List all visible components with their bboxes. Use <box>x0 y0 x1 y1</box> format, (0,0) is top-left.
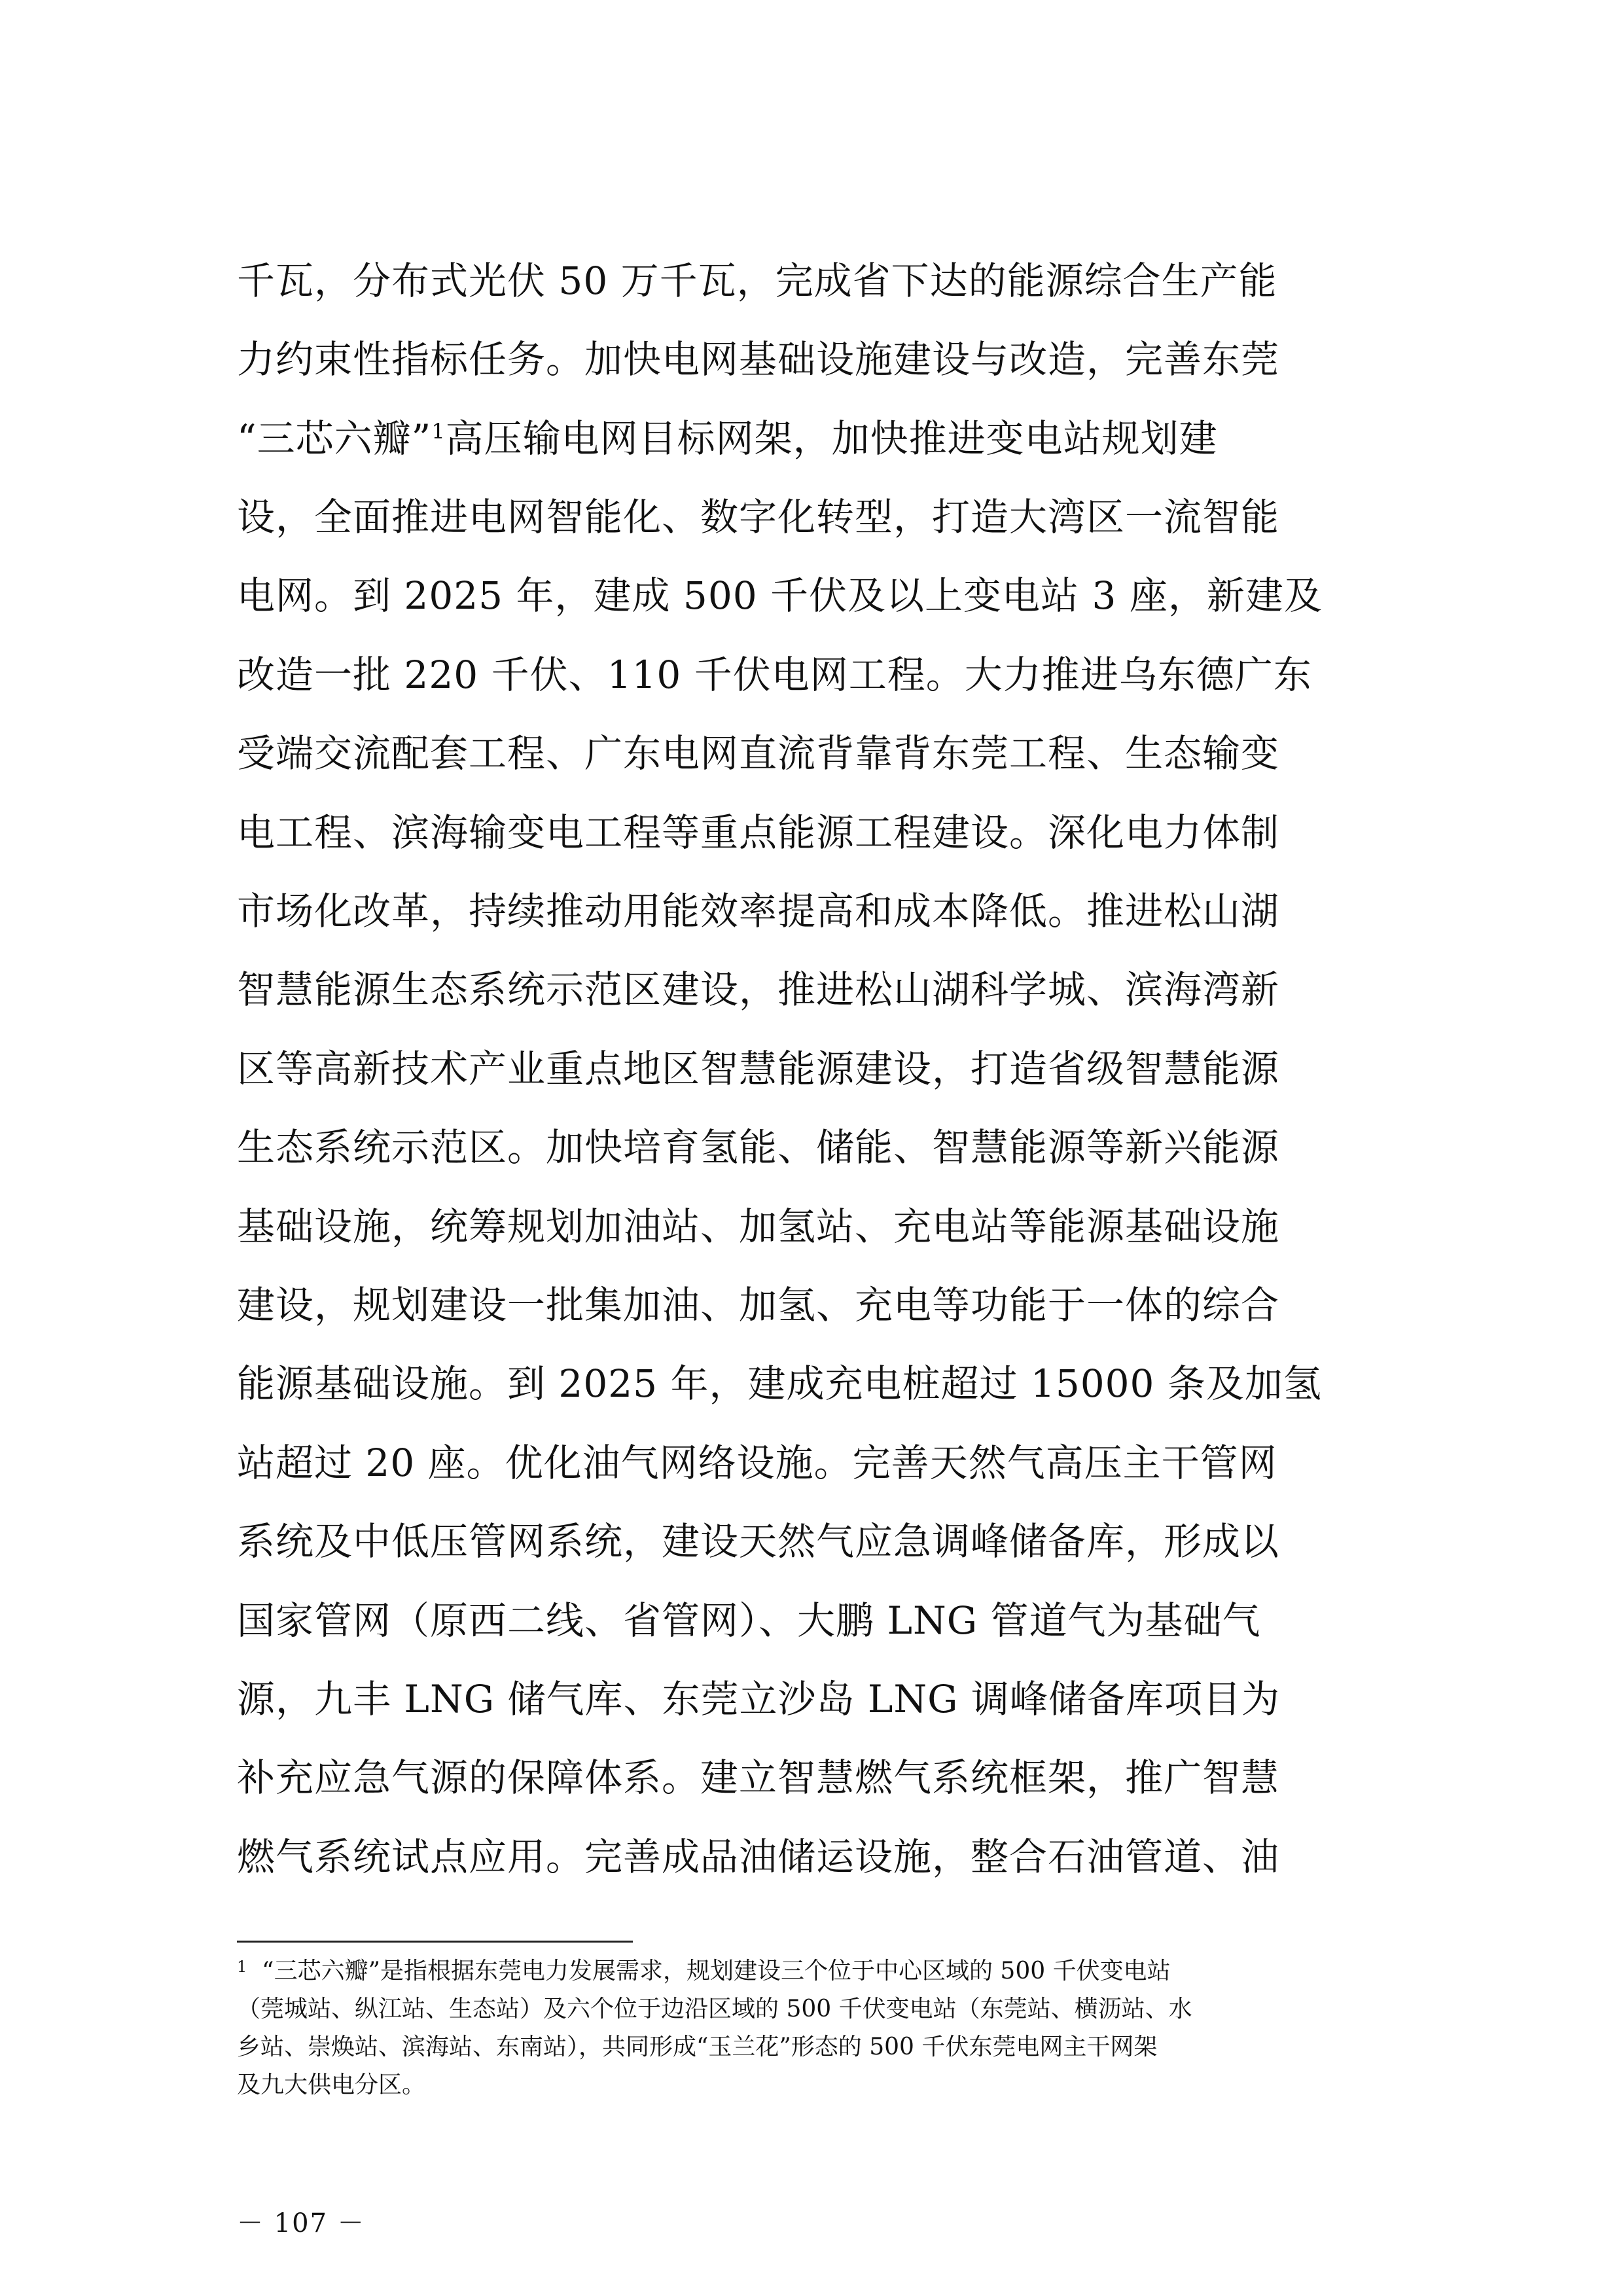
footnote-text-1: “三芯六瓣”是指根据东莞电力发展需求，规划建设三个位于中心区域的 500 千伏变电站 <box>262 1958 1171 1984</box>
body-line-4: 设，全面推进电网智能化、数字化转型，打造大湾区一流智能 <box>237 495 1280 539</box>
footnote-line-2: （莞城站、纵江站、生态站）及六个位于边沿区域的 500 千伏变电站（东莞站、横沥站、水 <box>237 1996 1192 2022</box>
page-number: － 107 － <box>237 2208 365 2238</box>
body-line-5: 电网。到 2025 年，建成 500 千伏及以上变电站 3 座，新建及 <box>237 573 1323 618</box>
body-line-8: 电工程、滨海输变电工程等重点能源工程建设。深化电力体制 <box>237 810 1280 855</box>
footnote-divider <box>237 1941 633 1943</box>
body-line-20: 补充应急气源的保障体系。建立智慧燃气系统框架，推广智慧 <box>237 1755 1280 1800</box>
body-line-3 <box>237 415 1386 468</box>
footnote-marker: 1 <box>237 1958 247 1976</box>
body-line-18: 国家管网（原西二线、省管网）、大鹏 LNG 管道气为基础气 <box>237 1598 1261 1643</box>
body-line-7: 受端交流配套工程、广东电网直流背靠背东莞工程、生态输变 <box>237 731 1280 776</box>
body-line-19: 源，九丰 LNG 储气库、东莞立沙岛 LNG 调峰储备库项目为 <box>237 1677 1280 1721</box>
body-line-21: 燃气系统试点应用。完善成品油储运设施，整合石油管道、油 <box>237 1835 1280 1879</box>
body-line-6: 改造一批 220 千伏、110 千伏电网工程。大力推进乌东德广东 <box>237 653 1312 697</box>
body-line-17: 系统及中低压管网系统，建设天然气应急调峰储备库，形成以 <box>237 1519 1280 1564</box>
body-line-13: 基础设施，统筹规划加油站、加氢站、充电站等能源基础设施 <box>237 1204 1280 1249</box>
footnote-line-4: 及九大供电分区。 <box>237 2072 426 2098</box>
body-line-9: 市场化改革，持续推动用能效率提高和成本降低。推进松山湖 <box>237 889 1280 933</box>
body-line-12: 生态系统示范区。加快培育氢能、储能、智慧能源等新兴能源 <box>237 1125 1280 1170</box>
footnote-line-1 <box>237 1955 1389 1990</box>
body-line-2: 力约束性指标任务。加快电网基础设施建设与改造，完善东莞 <box>237 337 1280 382</box>
body-line-16: 站超过 20 座。优化油气网络设施。完善天然气高压主干管网 <box>237 1441 1277 1485</box>
body-line-11: 区等高新技术产业重点地区智慧能源建设，打造省级智慧能源 <box>237 1047 1280 1091</box>
body-line-3-rest: 高压输电网目标网架，加快推进变电站规划建 <box>445 416 1218 461</box>
quoted-term: “三芯六瓣” <box>237 416 432 461</box>
body-line-14: 建设，规划建设一批集加油、加氢、充电等功能于一体的综合 <box>237 1283 1280 1327</box>
body-line-1: 千瓦，分布式光伏 50 万千瓦，完成省下达的能源综合生产能 <box>237 259 1277 303</box>
body-line-15: 能源基础设施。到 2025 年，建成充电桩超过 15000 条及加氢 <box>237 1361 1322 1406</box>
footnote-line-3: 乡站、崇焕站、滨海站、东南站），共同形成“玉兰花”形态的 500 千伏东莞电网主干网架 <box>237 2034 1158 2060</box>
body-line-10: 智慧能源生态系统示范区建设，推进松山湖科学城、滨海湾新 <box>237 967 1280 1012</box>
footnote-reference[interactable]: 1 <box>431 419 446 444</box>
